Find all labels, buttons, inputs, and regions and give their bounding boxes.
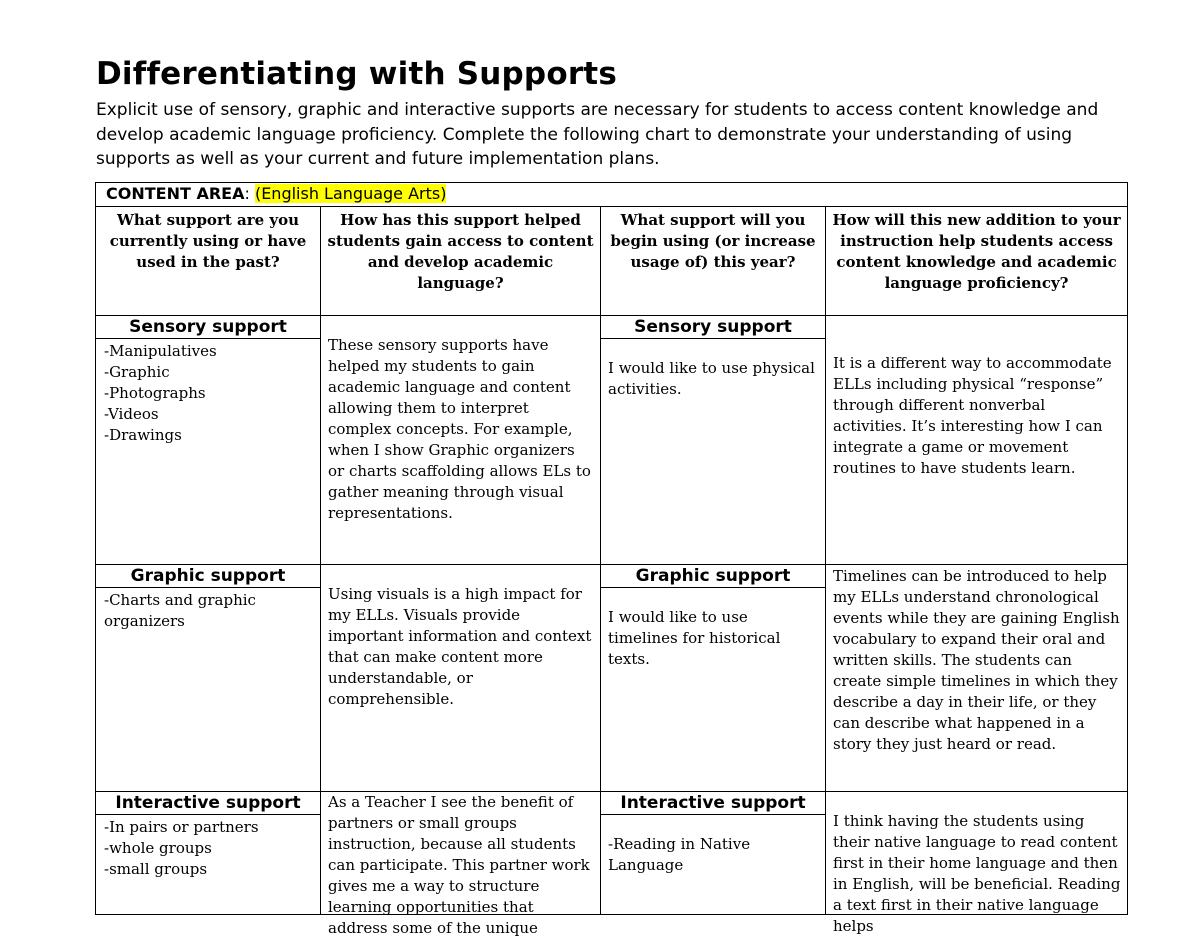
header-current-support: What support are you currently using or have used in the past? (96, 207, 321, 316)
content-area-cell (96, 183, 1128, 207)
header-support-helped: How has this support helped students gain access to content and develop academic language? (321, 207, 601, 316)
sensory-helped-cell (321, 316, 601, 565)
sensory-row (96, 316, 1128, 565)
list-item: -In pairs or partners (104, 818, 259, 836)
interactive-helped-text: As a Teacher I see the benefit of partners or small groups instruction, because all students can participate. This partner work gives me a way to structure learning opportunities that address some of the unique (328, 793, 590, 937)
list-item: -Charts and graphic organizers (104, 591, 256, 630)
graphic-current-cell (96, 565, 321, 792)
interactive-current-title: Interactive support (96, 792, 320, 815)
interactive-current-list (96, 815, 320, 880)
graphic-current-list (96, 588, 320, 632)
graphic-current-title: Graphic support (96, 565, 320, 588)
list-item: -Drawings (104, 426, 182, 444)
graphic-impact-text: Timelines can be introduced to help my ELLs understand chronological events while they are gaining English vocabulary to expand their oral and written skills. The students can create simple timelines in which they describe a day in their life, or they can describe what happened in a story they just heard or read. (833, 567, 1120, 753)
interactive-helped-cell (321, 792, 601, 937)
header-future-impact: How will this new addition to your instruction help students access content knowledge and academic language proficiency? (826, 207, 1128, 316)
graphic-impact-cell (826, 565, 1128, 792)
page-title: Differentiating with Supports (96, 56, 617, 92)
graphic-future-cell (601, 565, 826, 792)
sensory-helped-text: These sensory supports have helped my students to gain academic language and content allowing them to interpret complex concepts. For example, when I show Graphic organizers or charts scaffolding allows ELs to gather meaning through visual representations. (328, 336, 591, 522)
graphic-helped-text: Using visuals is a high impact for my ELLs. Visuals provide important information and context that can make content more understandable, or comprehensible. (328, 585, 592, 708)
graphic-future-text: I would like to use timelines for historical texts. (608, 608, 781, 668)
list-item: -small groups (104, 860, 208, 878)
sensory-current-title: Sensory support (96, 316, 320, 339)
sensory-future-title: Sensory support (601, 316, 825, 339)
sensory-impact-cell (826, 316, 1128, 565)
intro-paragraph: Explicit use of sensory, graphic and interactive supports are necessary for students to access content knowledge and develop academic language proficiency. Complete the following chart to demonstrate your understanding of using supports as well as your current and future implementation plans. (96, 100, 1099, 169)
list-item: -Videos (104, 405, 159, 423)
sensory-current-list (96, 339, 320, 446)
interactive-impact-text: I think having the students using their native language to read content first in their home language and then in English, will be beneficial. Reading a text first in their native language helps (833, 812, 1121, 935)
interactive-future-title: Interactive support (601, 792, 825, 815)
list-item: -whole groups (104, 839, 212, 857)
sensory-impact-text: It is a different way to accommodate ELLs including physical “response” through different nonverbal activities. It’s interesting how I can integrate a game or movement routines to have students learn. (833, 354, 1112, 477)
supports-chart (95, 182, 1128, 937)
sensory-current-cell (96, 316, 321, 565)
list-item: -Photographs (104, 384, 206, 402)
graphic-helped-cell (321, 565, 601, 792)
content-area-value: (English Language Arts) (254, 184, 447, 203)
sensory-future-cell (601, 316, 826, 565)
content-area-label: CONTENT AREA (106, 184, 245, 203)
content-area-row (96, 183, 1128, 207)
list-item: -Manipulatives (104, 342, 217, 360)
header-row (96, 207, 1128, 316)
interactive-future-cell (601, 792, 826, 915)
interactive-row (96, 792, 1128, 915)
interactive-current-cell (96, 792, 321, 915)
sensory-future-text: I would like to use physical activities. (608, 359, 815, 398)
content-area-separator: : (244, 184, 255, 203)
interactive-impact-cell (826, 792, 1128, 935)
graphic-future-title: Graphic support (601, 565, 825, 588)
graphic-row (96, 565, 1128, 792)
list-item: -Graphic (104, 363, 170, 381)
interactive-future-text: -Reading in Native Language (608, 835, 751, 874)
header-future-support: What support will you begin using (or increase usage of) this year? (601, 207, 826, 316)
